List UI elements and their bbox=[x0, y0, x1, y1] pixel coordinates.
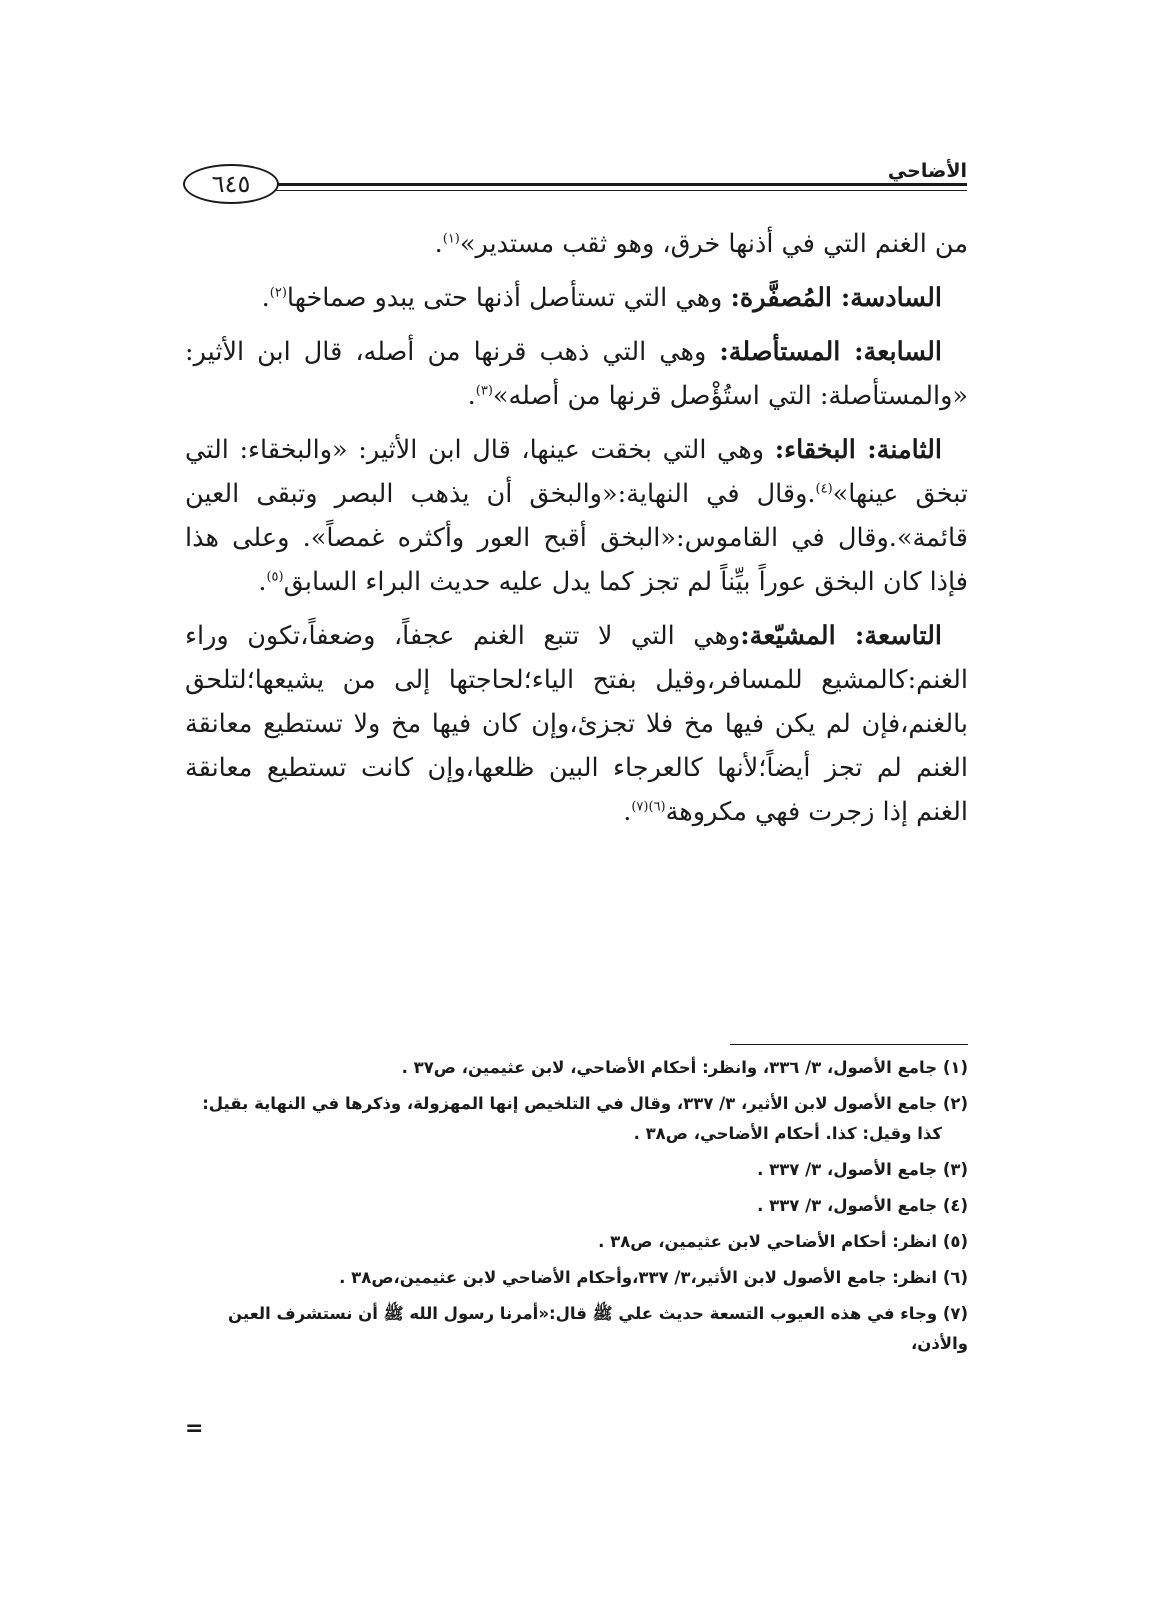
p4-text-b: .وقال في النهاية:«والبخق أن يذهب البصر وتبقى العين قائمة».وقال في القاموس:«البخق أقبح العور وأكثره غمصاً». وعلى هذا فإذا كان البخق عوراً بيِّناً لم تجز كما يدل عليه حديث البراء السابق bbox=[185, 479, 968, 597]
p1-text: من الغنم التي في أذنها خرق، وهو ثقب مستدير» bbox=[459, 229, 968, 259]
footnote-5: (٥) انظر: أحكام الأضاحي لابن عثيمين، ص٣٨ . bbox=[598, 1232, 968, 1251]
footnote-ref-4: (٤) bbox=[815, 481, 833, 497]
header-rule-thin bbox=[273, 190, 967, 191]
footnote-3: (٣) جامع الأصول، ٣/ ٣٣٧ . bbox=[757, 1160, 968, 1179]
footnotes bbox=[185, 1053, 968, 1365]
term-sixth: السادسة: المُصفَّرة: bbox=[730, 283, 942, 313]
term-seventh: السابعة: المستأصلة: bbox=[719, 337, 942, 367]
footnote-ref-6-7: (٦)(٧) bbox=[631, 799, 666, 815]
header-rule-thick bbox=[273, 183, 967, 186]
p3-text: وهي التي ذهب قرنها من أصله، قال ابن الأثير: «والمستأصلة: التي استُؤْصل قرنها من أصله» bbox=[185, 337, 968, 411]
paragraph-1: من الغنم التي في أذنها خرق، وهو ثقب مستدير»$^{(١)}$. bbox=[434, 229, 968, 259]
footnote-2-line-1: (٢) جامع الأصول لابن الأثير، ٣/ ٣٣٧، وقال في التلخيص إنها المهزولة، وذكرها في النهاية بقيل: bbox=[202, 1094, 968, 1113]
p2-text: وهي التي تستأصل أذنها حتى يبدو صماخها bbox=[286, 283, 731, 313]
page-number: ٦٤٥ bbox=[183, 164, 279, 204]
footnote-separator bbox=[730, 1044, 968, 1045]
page-header bbox=[183, 160, 967, 212]
footnote-ref-2: (٢) bbox=[269, 285, 287, 301]
footnote-2 bbox=[185, 1089, 968, 1149]
p4-text-a: وهي التي بخقت عينها، قال ابن الأثير: «والبخقاء: التي تبخق عينها» bbox=[185, 435, 968, 509]
footnote-ref-3: (٣) bbox=[475, 383, 493, 399]
term-eighth: الثامنة: البخقاء: bbox=[774, 435, 943, 465]
footnote-4: (٤) جامع الأصول، ٣/ ٣٣٧ . bbox=[757, 1196, 968, 1215]
paragraph-seventh: السابعة: المستأصلة: وهي التي ذهب قرنها من أصله، قال ابن الأثير: «والمستأصلة: التي استُؤْصل قرنها من أصله»$^{(٣)}$. bbox=[185, 337, 968, 411]
paragraph-sixth: السادسة: المُصفَّرة: وهي التي تستأصل أذنها حتى يبدو صماخها$^{(٢)}$. bbox=[261, 283, 942, 313]
footnote-ref-1: (١) bbox=[442, 231, 460, 247]
term-ninth: التاسعة: المشيّعة: bbox=[740, 621, 942, 651]
p5-text: وهي التي لا تتبع الغنم عجفاً، وضعفاً،تكون وراء الغنم:كالمشيع للمسافر،وقيل بفتح الياء؛لحاجتها إلى من يشيعها؛لتلحق بالغنم،فإن لم يكن فيها مخ فلا تجزئ،وإن كان فيها مخ ولا تستطيع معانقة الغنم لم تجز أيضاً؛لأنها كالعرجاء البين ظلعها،وإن كانت تستطيع معانقة الغنم إذا زجرت فهي مكروهة bbox=[185, 621, 968, 827]
main-text bbox=[185, 222, 968, 844]
footnote-ref-5: (٥) bbox=[266, 569, 284, 585]
footnote-6: (٦) انظر: جامع الأصول لابن الأثير،٣/ ٣٣٧،وأحكام الأضاحي لابن عثيمين،ص٣٨ . bbox=[339, 1268, 968, 1287]
continuation-mark: = bbox=[185, 1416, 204, 1441]
footnote-7: (٧) وجاء في هذه العيوب التسعة حديث علي ﷺ قال:«أمرنا رسول الله ﷺ أن نستشرف العين والأذن، bbox=[228, 1304, 968, 1353]
chapter-title: الأضاحي bbox=[887, 160, 967, 182]
footnote-1: (١) جامع الأصول، ٣/ ٣٣٦، وانظر: أحكام الأضاحي، لابن عثيمين، ص٣٧ . bbox=[401, 1058, 968, 1077]
paragraph-eighth: الثامنة: البخقاء: وهي التي بخقت عينها، قال ابن الأثير: «والبخقاء: التي تبخق عينها»$^{(٤)}$.وقال في النهاية:«والبخق أن يذهب البصر وتبقى العين قائمة».وقال في القاموس:«البخق أقبح العور وأكثره غمصاً». وعلى هذا فإذا كان البخق عوراً بيِّناً لم تجز كما يدل عليه حديث البراء السابق$^{(٥)}$. bbox=[185, 435, 968, 597]
footnote-2-line-2: كذا وقيل: كذا. أحكام الأضاحي، ص٣٨ . bbox=[633, 1124, 942, 1143]
paragraph-ninth: التاسعة: المشيّعة:وهي التي لا تتبع الغنم عجفاً، وضعفاً،تكون وراء الغنم:كالمشيع للمسافر،وقيل بفتح الياء؛لحاجتها إلى من يشيعها؛لتلحق بالغنم،فإن لم يكن فيها مخ فلا تجزئ،وإن كان فيها مخ ولا تستطيع معانقة الغنم لم تجز أيضاً؛لأنها كالعرجاء البين ظلعها،وإن كانت تستطيع معانقة الغنم إذا زجرت فهي مكروهة$^{(٦)(٧)}$. bbox=[185, 621, 968, 827]
